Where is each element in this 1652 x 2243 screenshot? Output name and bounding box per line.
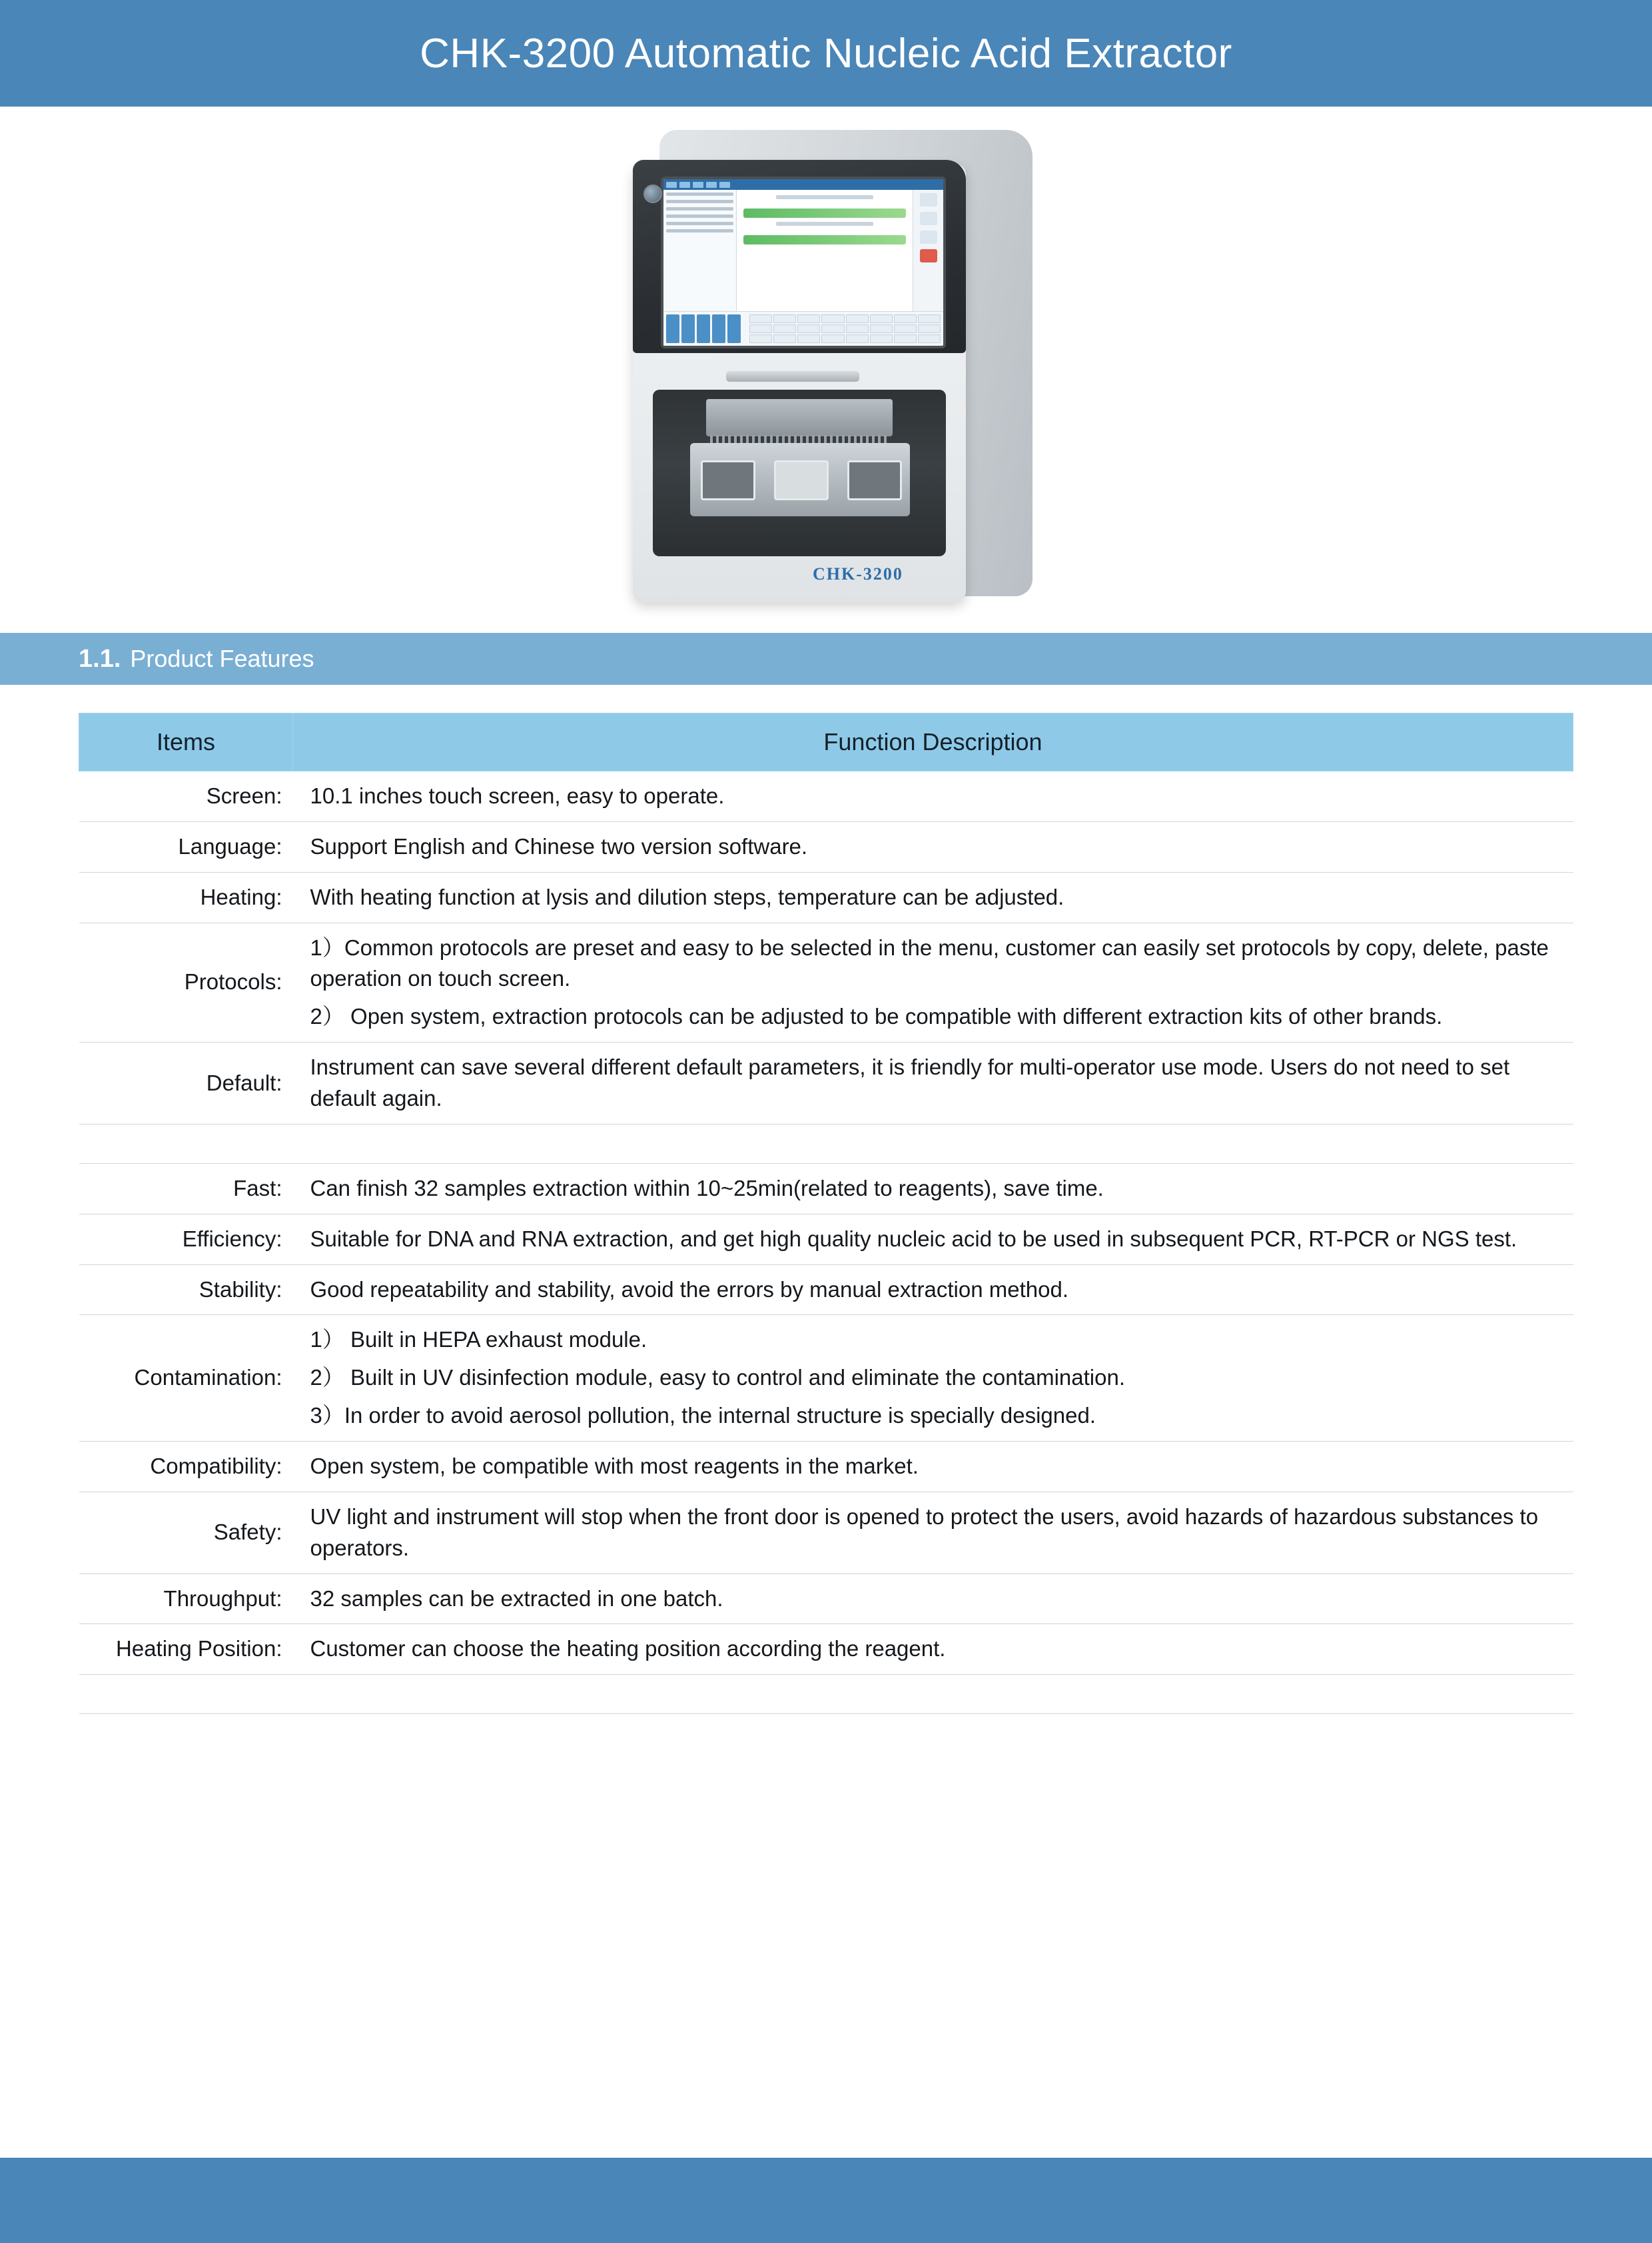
screen-sample-grid (749, 314, 941, 343)
grid-cell (918, 334, 941, 343)
table-row (79, 1214, 1573, 1264)
row-description (293, 923, 1573, 1043)
row-description-line: 32 samples can be extracted in one batch. (310, 1585, 723, 1611)
rack-slot (701, 460, 755, 500)
screen-stop-icon (920, 249, 937, 262)
screen-text-line (666, 207, 733, 211)
row-description-line: Customer can choose the heating position according the reagent. (310, 1636, 946, 1661)
grid-cell (821, 314, 844, 323)
grid-cell (894, 334, 917, 343)
row-item-label: Efficiency: (79, 1214, 293, 1264)
page-title: CHK-3200 Automatic Nucleic Acid Extractor (420, 30, 1232, 77)
row-item-label: Screen: (79, 771, 293, 822)
screen-progress-label (776, 222, 873, 226)
table-row (79, 1315, 1573, 1442)
grid-cell (821, 324, 844, 333)
row-description (293, 1492, 1573, 1573)
grid-cell (821, 334, 844, 343)
row-item-label: Language: (79, 821, 293, 872)
row-description-line: 2） Open system, extraction protocols can be adjusted to be compatible with different extraction kits of other brands. (310, 1004, 1443, 1029)
row-description-line: Support English and Chinese two version software. (310, 833, 808, 859)
screen-left-panel (663, 190, 737, 311)
screen-body (663, 190, 943, 311)
grid-cell (918, 324, 941, 333)
row-description (293, 821, 1573, 872)
rack-slot (774, 460, 829, 500)
row-description-line: 2） Built in UV disinfection module, easy to control and eliminate the contamination. (310, 1365, 1125, 1390)
row-description-line: 10.1 inches touch screen, easy to operate. (310, 783, 725, 808)
screen-toolbar-icon (920, 193, 937, 207)
screen-text-line (666, 222, 733, 225)
section-title: Product Features (130, 645, 314, 672)
screen-bottom-panel (663, 311, 943, 346)
grid-cell (773, 314, 796, 323)
row-description-line: 1） Built in HEPA exhaust module. (310, 1327, 647, 1352)
grid-cell (797, 324, 820, 333)
grid-cell (870, 314, 893, 323)
grid-cell (894, 314, 917, 323)
grid-cell (749, 324, 772, 333)
table-row (79, 1492, 1573, 1573)
row-item-label: Fast: (79, 1163, 293, 1214)
row-item-label: Default: (79, 1043, 293, 1124)
screen-text-line (666, 193, 733, 196)
row-item-label: Protocols: (79, 923, 293, 1043)
row-description-line: Open system, be compatible with most reagents in the market. (310, 1454, 919, 1479)
table-row (79, 923, 1573, 1043)
spacer-cell (79, 1675, 293, 1714)
row-item-label: Throughput: (79, 1573, 293, 1624)
magnetic-rod-comb (706, 399, 893, 436)
grid-cell (773, 334, 796, 343)
row-description (293, 771, 1573, 822)
section-number: 1.1. (79, 644, 121, 673)
table-head (79, 713, 1573, 771)
screen-progress-label (776, 195, 873, 199)
table-row (79, 821, 1573, 872)
row-description (293, 1214, 1573, 1264)
camera-icon (643, 185, 662, 203)
table-spacer-row (79, 1675, 1573, 1714)
screen-bottom-tile (712, 314, 725, 343)
section-heading-band (0, 633, 1652, 685)
table-row (79, 1442, 1573, 1492)
row-item-label: Stability: (79, 1264, 293, 1315)
row-description-line: Suitable for DNA and RNA extraction, and get high quality nucleic acid to be used in subsequent PCR, RT-PCR or NGS test. (310, 1226, 1517, 1251)
grid-cell (846, 324, 869, 333)
row-item-label: Contamination: (79, 1315, 293, 1442)
table-row (79, 1163, 1573, 1214)
table-row (79, 1573, 1573, 1624)
row-item-label: Heating: (79, 872, 293, 923)
spacer-cell (79, 1124, 293, 1163)
row-description-line: Can finish 32 samples extraction within 10~25min(related to reagents), save time. (310, 1175, 1104, 1200)
column-header-items: Items (79, 713, 293, 771)
screen-topbar-icon (693, 182, 703, 188)
grid-cell (773, 324, 796, 333)
features-table-wrap (0, 685, 1652, 1714)
grid-cell (749, 314, 772, 323)
instrument-touch-screen (661, 177, 946, 348)
row-description-line: 3）In order to avoid aerosol pollution, the internal structure is specially designed. (310, 1403, 1096, 1428)
screen-text-line (666, 215, 733, 218)
door-handle (726, 371, 859, 382)
row-description (293, 1442, 1573, 1492)
extraction-chamber (653, 390, 946, 556)
table-row (79, 1624, 1573, 1675)
page-header (0, 0, 1652, 107)
table-row (79, 872, 1573, 923)
row-description-line: Good repeatability and stability, avoid the errors by manual extraction method. (310, 1276, 1068, 1302)
column-header-function-description: Function Description (293, 713, 1573, 771)
row-description-line: With heating function at lysis and dilution steps, temperature can be adjusted. (310, 884, 1064, 909)
product-image-area (0, 107, 1652, 633)
row-item-label: Safety: (79, 1492, 293, 1573)
spacer-cell (293, 1124, 1573, 1163)
spacer-cell (293, 1675, 1573, 1714)
screen-progress-bar (743, 235, 906, 244)
page-footer-band (0, 2158, 1652, 2243)
product-features-table (79, 713, 1573, 1714)
screen-right-toolbar (913, 190, 943, 311)
screen-text-line (666, 200, 733, 203)
screen-bottom-tile (727, 314, 741, 343)
screen-bottom-tile (697, 314, 710, 343)
sample-rack (690, 443, 910, 516)
table-row (79, 771, 1573, 822)
rack-slot (847, 460, 902, 500)
screen-topbar (663, 179, 943, 190)
table-spacer-row (79, 1124, 1573, 1163)
row-description (293, 1163, 1573, 1214)
grid-cell (918, 314, 941, 323)
screen-topbar-icon (719, 182, 730, 188)
grid-cell (846, 314, 869, 323)
grid-cell (797, 314, 820, 323)
screen-bottom-tile (666, 314, 679, 343)
table-row (79, 1043, 1573, 1124)
row-description-line: 1）Common protocols are preset and easy to be selected in the menu, customer can easily set protocols by copy, delete, paste operation on touch screen. (310, 935, 1549, 991)
row-description-line: UV light and instrument will stop when the front door is opened to protect the users, avoid hazards of hazardous substances to operators. (310, 1504, 1539, 1560)
chk-3200-instrument-illustration (620, 123, 1032, 616)
screen-progress-bar (743, 209, 906, 218)
row-description (293, 1043, 1573, 1124)
device-brand-label: CHK-3200 (813, 564, 903, 584)
screen-bottom-tile (681, 314, 695, 343)
grid-cell (749, 334, 772, 343)
table-row (79, 1264, 1573, 1315)
row-description-line: Instrument can save several different default parameters, it is friendly for multi-operator use mode. Users do not need to set default again. (310, 1055, 1510, 1111)
grid-cell (870, 324, 893, 333)
row-description (293, 872, 1573, 923)
screen-toolbar-icon (920, 212, 937, 225)
grid-cell (894, 324, 917, 333)
grid-cell (870, 334, 893, 343)
screen-main-panel (737, 190, 913, 311)
screen-topbar-icon (706, 182, 717, 188)
table-body (79, 771, 1573, 1714)
screen-topbar-icon (679, 182, 690, 188)
row-description (293, 1315, 1573, 1442)
grid-cell (797, 334, 820, 343)
screen-text-line (666, 229, 733, 232)
table-header-row (79, 713, 1573, 771)
row-item-label: Compatibility: (79, 1442, 293, 1492)
screen-topbar-icon (666, 182, 677, 188)
screen-toolbar-icon (920, 230, 937, 244)
row-item-label: Heating Position: (79, 1624, 293, 1675)
row-description (293, 1624, 1573, 1675)
grid-cell (846, 334, 869, 343)
row-description (293, 1573, 1573, 1624)
row-description (293, 1264, 1573, 1315)
